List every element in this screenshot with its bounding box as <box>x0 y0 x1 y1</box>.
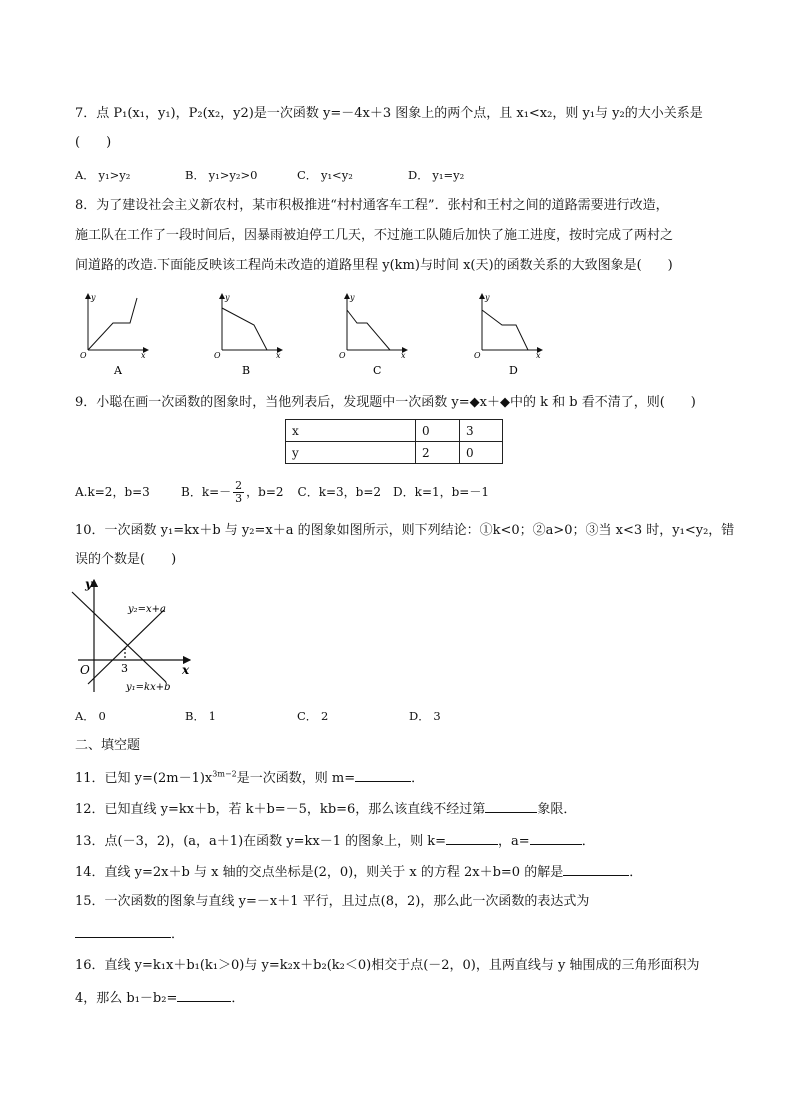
q7-options <box>75 167 464 183</box>
graph-a-origin: O <box>80 351 87 360</box>
q7-paren: ( ) <box>75 135 112 150</box>
q13-pre: 13．点(－3，2)，(a，a＋1)在函数 y=kx－1 的图象上，则 k= <box>75 834 447 849</box>
q8-graphs <box>0 288 790 388</box>
graph-b-x-label: x <box>276 351 281 360</box>
q10-options <box>75 708 441 724</box>
q7-option-b: B． y₁>y₂>0 <box>185 168 258 182</box>
table-cell: 0 <box>416 420 460 442</box>
table-row <box>286 442 503 464</box>
q10-label-y2: y₂=x+a <box>128 604 167 615</box>
q10-origin: O <box>80 663 90 677</box>
q14-pre: 14．直线 y=2x＋b 与 x 轴的交点坐标是(2，0)，则关于 x 的方程 2x＋b=0 的解是 <box>75 865 564 880</box>
q14-end: ． <box>629 865 643 880</box>
q11-answer-blank[interactable] <box>355 769 411 782</box>
q11-pre: 11．已知 y=(2m－1)x <box>75 771 213 786</box>
table-cell: 3 <box>460 420 503 442</box>
graph-d-label: D <box>509 364 518 377</box>
graph-b-label: B <box>242 364 251 377</box>
q9-option-a: A.k=2，b=3 <box>75 485 150 499</box>
q9-option-b-post: ，b=2 <box>246 485 284 499</box>
graph-b-y-label: y <box>225 293 230 302</box>
q14 <box>75 863 642 881</box>
q8-graph-c <box>347 294 407 350</box>
q9-option-b <box>181 480 284 505</box>
q10-stem-line1: 10．一次函数 y₁=kx＋b 与 y₂=x＋a 的图象如图所示，则下列结论：①k<0；②a>0；③当 x<3 时，y₁<y₂，错 <box>75 523 735 538</box>
q10-option-a: A． 0 <box>75 709 106 723</box>
q15-answer-blank[interactable] <box>75 925 171 938</box>
q12 <box>75 800 576 818</box>
q10-y-label: y <box>85 577 92 591</box>
q14-answer-blank[interactable] <box>563 863 629 876</box>
graph-a-y-label: y <box>91 293 96 302</box>
q13-end: ． <box>581 834 595 849</box>
table-cell: 0 <box>460 442 503 464</box>
q10-option-d: D． 3 <box>409 709 441 723</box>
q8-graph-a <box>88 294 148 350</box>
graph-d-line <box>482 310 528 350</box>
graph-d-y-label: y <box>485 293 490 302</box>
fraction-numerator: 2 <box>235 479 243 492</box>
table-cell: y <box>286 442 416 464</box>
q10-stem-line2: 误的个数是( ) <box>75 552 177 567</box>
q11-end: ． <box>411 771 425 786</box>
q9-option-b-fraction <box>233 480 244 505</box>
graph-d-origin: O <box>474 351 481 360</box>
section-heading: 二、填空题 <box>75 738 141 753</box>
q8-stem-line1: 8．为了建设社会主义新农村，某市积极推进“村村通客车工程”．张村和王村之间的道路需要进行改造， <box>75 198 669 213</box>
q10-option-b: B． 1 <box>185 709 216 723</box>
q16-line2 <box>75 989 244 1007</box>
graph-a-line <box>88 298 137 350</box>
q15-answer-line <box>75 925 184 943</box>
q16-end: ． <box>231 991 245 1006</box>
q7-option-a: A． y₁>y₂ <box>75 168 131 182</box>
q7-option-c: C． y₁<y₂ <box>297 168 353 182</box>
q9-options <box>75 480 489 505</box>
q9-option-c: C．k=3，b=2 <box>297 485 382 499</box>
q7-stem: 7．点 P₁(x₁，y₁)，P₂(x₂，y2)是一次函数 y=－4x＋3 图象上的两个点，且 x₁<x₂，则 y₁与 y₂的大小关系是 <box>75 106 703 121</box>
q10-label-y1: y₁=kx+b <box>126 682 171 693</box>
fraction-denominator: 3 <box>235 492 243 505</box>
q9-stem: 9．小聪在画一次函数的图象时，当他列表后，发现题中一次函数 y=◆x＋◆中的 k 和 b 看不清了，则( ) <box>75 395 696 410</box>
q12-pre: 12．已知直线 y=kx＋b，若 k＋b=－5，kb=6，那么该直线不经过第 <box>75 802 486 817</box>
q7-option-d: D． y₁=y₂ <box>408 168 465 182</box>
q8-stem-line3: 间道路的改造.下面能反映该工程尚未改造的道路里程 y(km)与时间 x(天)的函数关系的大致图象是( ) <box>75 258 673 273</box>
q10-x-label: x <box>182 663 190 677</box>
graph-d-x-label: x <box>536 351 541 360</box>
q12-answer-blank[interactable] <box>485 800 537 813</box>
q8-graph-d <box>482 294 542 350</box>
q15-end: ． <box>171 927 185 942</box>
graph-c-x-label: x <box>401 351 406 360</box>
q16-line2-pre: 4，那么 b₁－b₂= <box>75 991 178 1006</box>
graph-a-label: A <box>114 364 122 377</box>
q9-option-d: D．k=1，b=－1 <box>393 485 490 499</box>
q15-stem: 15．一次函数的图象与直线 y=－x＋1 平行，且过点(8，2)，那么此一次函数的表达式为 <box>75 894 590 909</box>
q16-answer-blank[interactable] <box>177 989 231 1002</box>
q8-stem-line2: 施工队在工作了一段时间后，因暴雨被迫停工几天，不过施工队随后加快了施工进度，按时完成了两村之 <box>75 228 674 243</box>
q10-tick-3: 3 <box>121 662 128 675</box>
q10-graph <box>68 574 208 699</box>
graph-c-label: C <box>373 364 382 377</box>
graph-c-y-label: y <box>350 293 355 302</box>
q13 <box>75 832 595 850</box>
graph-b-line <box>222 308 267 350</box>
q16-stem: 16．直线 y=k₁x＋b₁(k₁＞0)与 y=k₂x＋b₂(k₂＜0)相交于点(－2，0)，且两直线与 y 轴围成的三角形面积为 <box>75 958 700 973</box>
q9-table <box>285 419 503 464</box>
q11 <box>75 769 424 787</box>
graph-c-origin: O <box>339 351 346 360</box>
q11-post: 是一次函数，则 m= <box>236 771 356 786</box>
graph-b-origin: O <box>214 351 221 360</box>
q13-answer-blank-k[interactable] <box>446 832 498 845</box>
graph-c-line <box>347 310 390 350</box>
table-cell: 2 <box>416 442 460 464</box>
table-row <box>286 420 503 442</box>
q10-option-c: C． 2 <box>297 709 329 723</box>
table-cell: x <box>286 420 416 442</box>
q12-post: 象限． <box>537 802 577 817</box>
q13-mid: ，a= <box>498 834 530 849</box>
q8-graph-b <box>222 294 282 350</box>
q13-answer-blank-a[interactable] <box>530 832 582 845</box>
q9-option-b-pre: B．k=－ <box>181 485 232 499</box>
graph-a-x-label: x <box>141 351 146 360</box>
q11-exponent: 3m−2 <box>212 769 237 779</box>
